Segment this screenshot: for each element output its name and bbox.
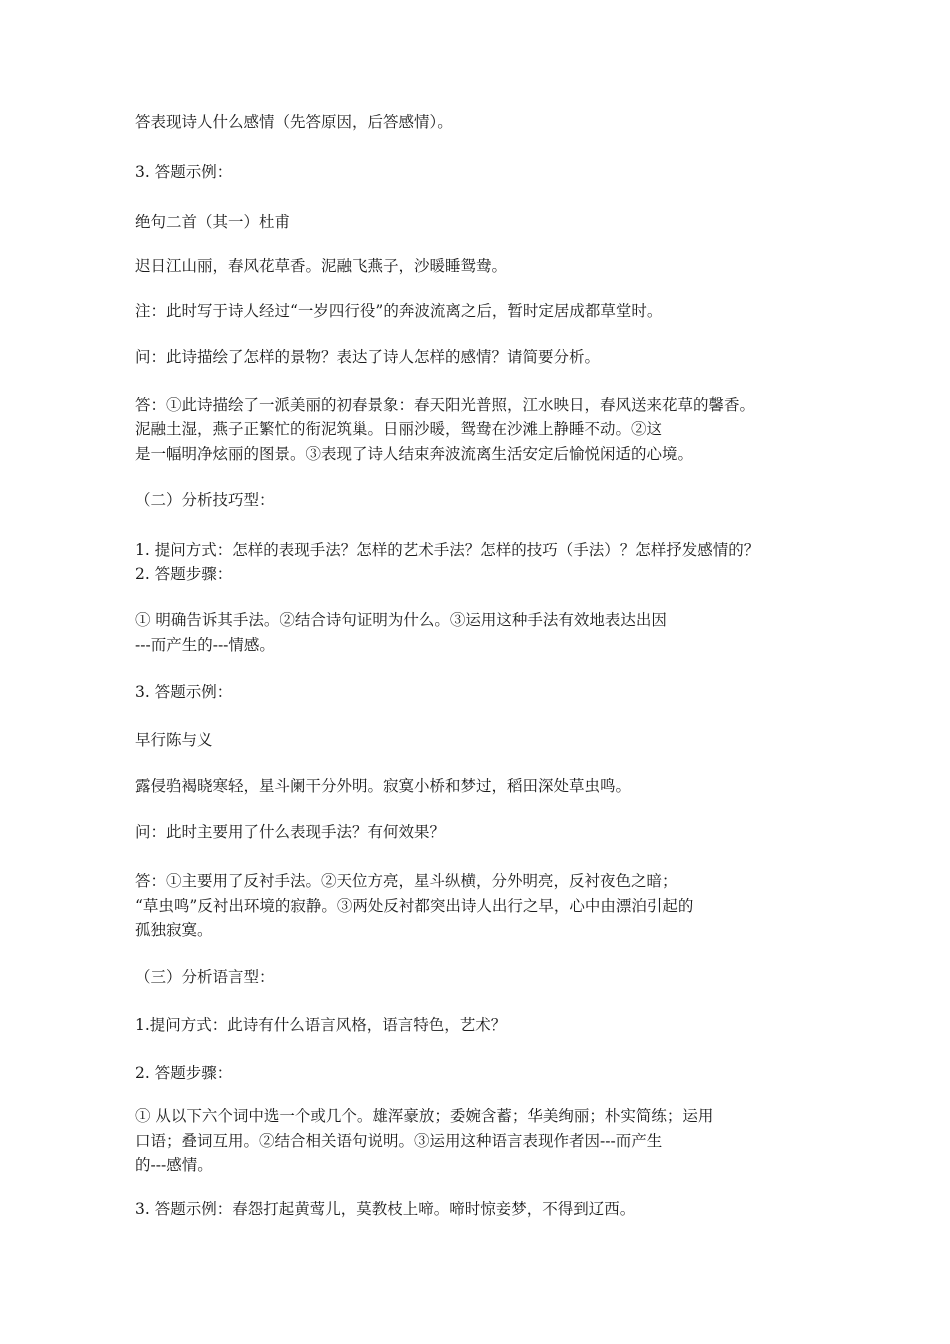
text-line: 口语；叠词互用。②结合相关语句说明。③运用这种语言表现作者因---而产生 <box>135 1132 663 1150</box>
text-line: 的---感情。 <box>135 1156 213 1174</box>
poem-text: 露侵驺褐晓寒轻，星斗阑干分外明。寂寞小桥和梦过，稻田深处草虫鸣。 <box>135 777 632 795</box>
question-line: 问：此诗描绘了怎样的景物？表达了诗人怎样的感情？请简要分析。 <box>135 348 601 366</box>
answer-line: 是一幅明净炫丽的图景。③表现了诗人结束奔波流离生活安定后愉悦闲适的心境。 <box>135 445 694 463</box>
answer-line: 答：①此诗描绘了一派美丽的初春景象：春天阳光普照，江水映日，春风送来花草的馨香。 <box>135 396 756 414</box>
text-line: 1.提问方式：此诗有什么语言风格，语言特色，艺术？ <box>135 1016 507 1034</box>
text-line: ① 明确告诉其手法。②结合诗句证明为什么。③运用这种手法有效地表达出因 <box>135 611 667 629</box>
question-line: 问：此时主要用了什么表现手法？有何效果？ <box>135 823 446 841</box>
text-line: ---而产生的---情感。 <box>135 636 275 654</box>
section-heading: （三）分析语言型： <box>135 968 275 986</box>
answer-line: 泥融土湿，燕子正繁忙的衔泥筑巢。日丽沙暖，鸳鸯在沙滩上静睡不动。②这 <box>135 420 663 438</box>
answer-line: “草虫鸣”反衬出环境的寂静。③两处反衬都突出诗人出行之早，心中由漂泊引起的 <box>135 897 694 915</box>
text-line: 3. 答题示例：春怨打起黄莺儿，莫教枝上啼。啼时惊妾梦，不得到辽西。 <box>135 1200 636 1218</box>
text-line: 2. 答题步骤： <box>135 565 233 583</box>
text-line: 注：此时写于诗人经过“一岁四行役”的奔波流离之后，暂时定居成都草堂时。 <box>135 302 663 320</box>
answer-line: 孤独寂寞。 <box>135 921 213 939</box>
text-line: 3. 答题示例： <box>135 163 233 181</box>
text-line: ① 从以下六个词中选一个或几个。雄浑豪放；委婉含蓄；华美绚丽；朴实简练；运用 <box>135 1107 714 1125</box>
section-heading: （二）分析技巧型： <box>135 491 275 509</box>
text-line: 2. 答题步骤： <box>135 1064 233 1082</box>
answer-line: 答：①主要用了反衬手法。②天位方亮，星斗纵横，分外明亮，反衬夜色之暗； <box>135 872 678 890</box>
text-line: 1. 提问方式：怎样的表现手法？怎样的艺术手法？怎样的技巧（手法）？怎样抒发感情的？ <box>135 541 760 559</box>
text-line: 答表现诗人什么感情（先答原因，后答感情）。 <box>135 113 453 131</box>
poem-title: 早行陈与义 <box>135 731 213 749</box>
poem-text: 迟日江山丽，春风花草香。泥融飞燕子，沙暖睡鸳鸯。 <box>135 257 508 275</box>
text-line: 3. 答题示例： <box>135 683 233 701</box>
poem-title: 绝句二首（其一）杜甫 <box>135 213 291 231</box>
